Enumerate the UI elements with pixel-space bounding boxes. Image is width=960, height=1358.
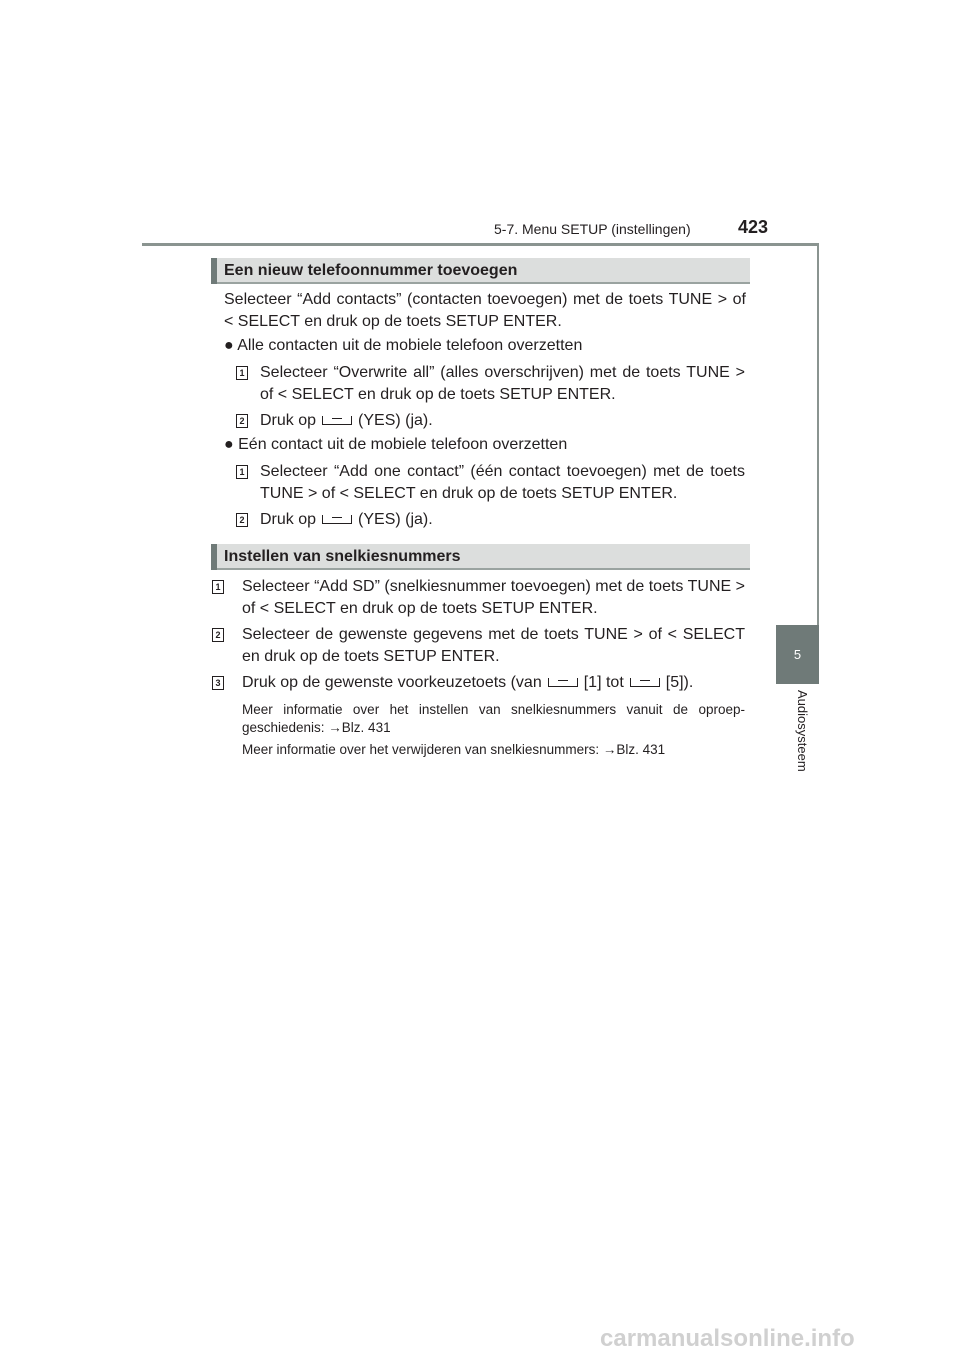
step-text: Selecteer “Add SD” (snelkiesnummer toevoegen) met de toets TUNE > of < SELECT en druk op de toets SETUP ENTER. [242,578,745,617]
watermark: carmanualsonline.info [600,1325,855,1352]
note-text: Meer informatie over het instellen van snelkiesnummers vanuit de oproep-geschiedenis: →Blz. 431 [242,702,745,735]
step-text-pre: Druk op [260,511,317,528]
step-text-a: Druk op de gewenste voorkeuzetoets (van [242,674,542,691]
step-text-post: (YES) (ja). [358,511,433,528]
page-number: 423 [738,217,769,237]
step-text: Selecteer “Add one contact” (één contact toevoegen) met de toets TUNE > of < SELECT en druk op de toets SETUP ENTER. [260,463,745,502]
key-button-icon [548,678,578,687]
step-text: Selecteer de gewenste gegevens met de toets TUNE > of < SELECT en druk op de toets SETUP ENTER. [242,626,745,665]
step-text-post: (YES) (ja). [358,412,433,429]
bullet-text: Eén contact uit de mobiele telefoon overzetten [238,436,568,453]
section-heading: Een nieuw telefoonnummer toevoegen [211,258,750,284]
step-number: 1 [236,366,248,380]
step-number: 2 [236,513,248,527]
step-text-c: [5]). [665,674,694,691]
bullet-item [224,434,746,456]
running-header: 5-7. Menu SETUP (instellingen) [494,221,691,237]
step-text-pre: Druk op [260,412,317,429]
bullet-icon: ● [224,337,234,354]
bullet-item [224,335,746,357]
step-text [242,672,762,694]
chapter-label: Audiosysteem [795,690,810,772]
bullet-icon: ● [224,436,234,453]
section-heading: Instellen van snelkiesnummers [211,544,750,570]
key-button-icon [322,515,352,524]
header-rule [142,243,819,246]
step-text [260,509,745,531]
intro-text: Selecteer “Add contacts” (contacten toevoegen) met de toets TUNE > of < SELECT en druk op de toets SETUP ENTER. [224,291,746,330]
side-rule [817,246,819,626]
step-number: 1 [212,580,224,594]
key-button-icon [630,678,660,687]
key-button-icon [322,416,352,425]
step-text [260,410,745,432]
note-text: Meer informatie over het verwijderen van snelkiesnummers: →Blz. 431 [242,742,666,757]
step-number: 1 [236,465,248,479]
step-number: 2 [212,628,224,642]
chapter-tab: 5 [776,625,819,684]
bullet-text: Alle contacten uit de mobiele telefoon overzetten [237,337,583,354]
step-number: 3 [212,676,224,690]
step-text-b: [1] tot [583,674,624,691]
step-number: 2 [236,414,248,428]
step-text: Selecteer “Overwrite all” (alles overschrijven) met de toets TUNE > of < SELECT en druk op de toets SETUP ENTER. [260,364,745,403]
